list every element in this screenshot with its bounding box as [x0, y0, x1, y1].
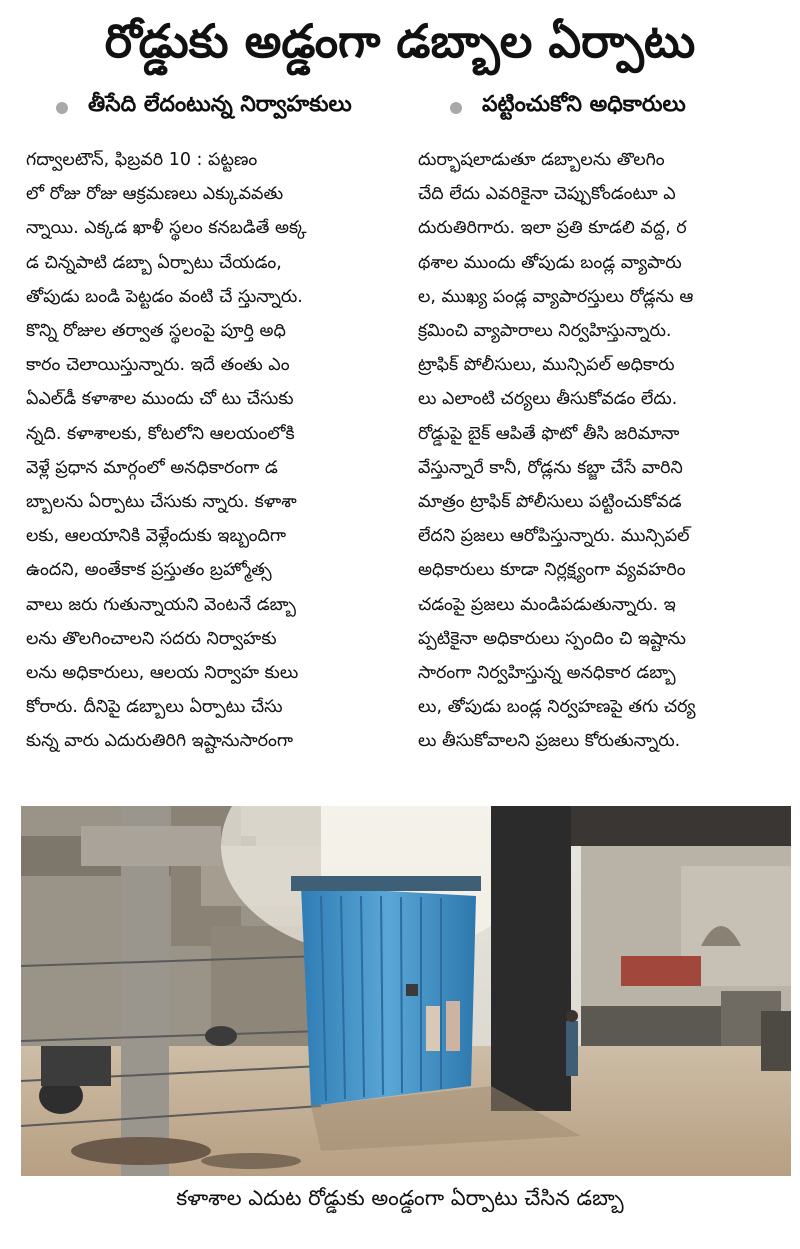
article-line: దుర్భాషలాడుతూ డబ్బాలను తొలగిం	[418, 150, 665, 170]
photo-caption: కళాశాల ఎదుట రోడ్డుకు అండ్డంగా ఏర్పాటు చేసిన డబ్బా	[176, 1186, 624, 1210]
article-line: లేదని ప్రజలు ఆరోపిస్తున్నారు. మున్సిపల్	[418, 526, 690, 547]
article-column-1	[26, 143, 388, 783]
article-line: వేస్తున్నారే కానీ, రోడ్లను కబ్జా చేసే వారిని	[418, 457, 683, 478]
article-line: మాత్రం ట్రాఫిక్ పోలీసులు పట్టించుకోవడ	[418, 492, 682, 513]
headline: రోడ్డుకు అడ్డంగా డబ్బాల ఏర్పాటు	[104, 14, 696, 68]
article-line: గద్వాలటౌన్, ఫిబ్రవరి 10 : పట్టణం	[26, 150, 258, 170]
top-border	[0, 0, 800, 8]
article-line: న్నాయి. ఎక్కడ ఖాళీ స్థలం కనబడితే అక్క	[26, 218, 307, 239]
article-line: వాలు జరు గుతున్నాయని వెంటనే డబ్బా	[26, 594, 297, 615]
article-line: లను తొలగించాలని సదరు నిర్వాహకు	[26, 628, 277, 649]
article-line: లు ఎలాంటి చర్యలు తీసుకోవడం లేదు.	[418, 389, 678, 410]
article-line: లకు, ఆలయానికి వెళ్లేందుకు ఇబ్బందిగా	[26, 526, 286, 547]
street-scene-illustration	[21, 806, 791, 1176]
article-line: అధికారులు కూడా నిర్లక్ష్యంగా వ్యవహరిం	[418, 560, 686, 581]
article-line: లను అధికారులు, ఆలయ నిర్వాహ కులు	[26, 663, 299, 684]
article-line: కోరారు. దీనిపై డబ్బాలు ఏర్పాటు చేసు	[26, 697, 283, 718]
bullet-icon	[450, 102, 462, 114]
article-line: లు తీసుకోవాలని ప్రజలు కోరుతున్నారు.	[418, 731, 681, 752]
subheadline-1: తీసేది లేదంటున్న నిర్వాహకులు	[88, 92, 352, 117]
article-line: రోడ్డుపై బైక్ ఆపితే ఫొటో తీసి జరిమానా	[418, 423, 680, 444]
news-photo	[21, 806, 791, 1176]
article-line: లు, తోపుడు బండ్ల నిర్వహణపై తగు చర్య	[418, 697, 696, 718]
subheadline-bar	[0, 90, 800, 130]
article-line: ట్రాఫిక్ పోలీసులు, మున్సిపల్ అధికారు	[418, 355, 675, 376]
article-line: ల, ముఖ్య పండ్ల వ్యాపారస్తులు రోడ్లను ఆ	[418, 286, 694, 307]
article-line: డ చిన్నపాటి డబ్బా ఏర్పాటు చేయడం,	[26, 252, 282, 273]
article-line: న్నది. కళాశాలకు, కోటలోని ఆలయంలోకి	[26, 423, 295, 444]
article-line: వెళ్లే ప్రధాన మార్గంలో అనధికారంగా డ	[26, 457, 278, 478]
article-line: దురుతిరిగారు. ఇలా ప్రతి కూడలి వద్ద, ర	[418, 218, 687, 239]
article-column-2	[418, 143, 780, 783]
article-line: లో రోజు రోజు ఆక్రమణలు ఎక్కువవతు	[26, 184, 284, 205]
article-line: ప్పటికైనా అధికారులు స్పందిం చి ఇష్టాను	[418, 628, 686, 649]
article-line: కొన్ని రోజుల తర్వాత స్థలంపై పూర్తి అధి	[26, 321, 286, 342]
subheadline-2: పట్టించుకోని అధికారులు	[482, 92, 686, 117]
article-line: చేది లేదు ఎవరికైనా చెప్పుకోండంటూ ఎ	[418, 184, 676, 205]
article-line: ఏఎల్‌డీ కళాశాల ముందు చో టు చేసుకు	[26, 389, 294, 410]
article-line: కున్న వారు ఎదురుతిరిగి ఇష్టానుసారంగా	[26, 731, 293, 752]
article-line: తోపుడు బండి పెట్టడం వంటి చే స్తున్నారు.	[26, 286, 303, 307]
article-line: థశాల ముందు తోపుడు బండ్ల వ్యాపారు	[418, 252, 682, 273]
article-line: క్రమించి వ్యాపారాలు నిర్వహిస్తున్నారు.	[418, 321, 672, 342]
article-line: ఉందని, అంతేకాక ప్రస్తుతం బ్రహ్మోత్స	[26, 560, 272, 581]
article-line: బ్బాలను ఏర్పాటు చేసుకు న్నారు. కళాశా	[26, 492, 297, 513]
article-line: కారం చెలాయిస్తున్నారు. ఇదే తంతు ఎం	[26, 355, 290, 376]
article-line: చడంపై ప్రజలు మండిపడుతున్నారు. ఇ	[418, 594, 676, 615]
bullet-icon	[56, 102, 68, 114]
article-line: సారంగా నిర్వహిస్తున్న అనధికార డబ్బా	[418, 663, 676, 684]
